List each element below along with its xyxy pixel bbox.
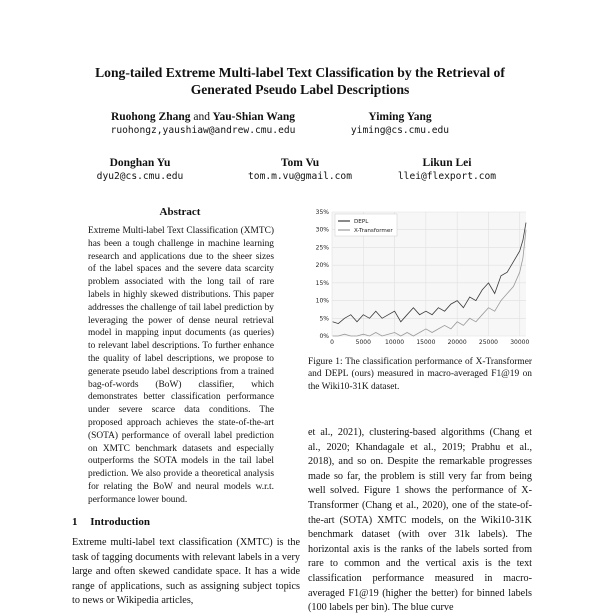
y-tick-label: 5% bbox=[319, 315, 329, 323]
author-email: llei@flexport.com bbox=[397, 171, 497, 182]
author-name: Tom Vu bbox=[280, 157, 320, 169]
author-email: dyu2@cs.cmu.edu bbox=[96, 171, 184, 182]
author-block-5 bbox=[382, 156, 512, 184]
legend-label: DEPL bbox=[354, 219, 369, 225]
x-tick-label: 10000 bbox=[385, 339, 405, 346]
y-tick-label: 10% bbox=[315, 297, 329, 305]
x-tick-label: 0 bbox=[330, 339, 334, 346]
y-tick-label: 0% bbox=[319, 333, 329, 340]
intro-text: Extreme multi-label text classification (XMTC) is the task of tagging documents with relevant labels in a very large and often skewed candidate space. It has a wide range of applications, such as assigning subject topics to news or Wikipedia articles, bbox=[72, 537, 300, 607]
y-tick-label: 35% bbox=[315, 209, 329, 216]
author-joiner: and bbox=[193, 111, 211, 123]
y-tick-label: 20% bbox=[315, 262, 329, 270]
abstract-heading: Abstract bbox=[159, 206, 201, 218]
y-tick-label: 15% bbox=[315, 279, 329, 287]
section-heading bbox=[72, 516, 150, 528]
section-title: Introduction bbox=[90, 516, 150, 528]
x-tick-label: 20000 bbox=[447, 339, 467, 346]
paper-title bbox=[40, 64, 560, 98]
right-column-text: et al., 2021), clustering-based algorithms (Chang et al., 2020; Khandagale et al., 2019; Prabhu et al., 2018), and so on. Despite the remarkable progresses made so far, the problem is still very far from being well solved. Figure 1 shows the performance of X-Transformer (Chang et al., 2020), one of the state-of-the-art (SOTA) XMTC models, on the Wiki10-31K benchmark dataset (with over 31k labels). The horizontal axis is the ranks of the labels sorted from rare to common and the vertical axis is the text classification performance measured in macro-averaged F1@19 (higher the better) for binned labels (100 labels per bin). The blue curve bbox=[308, 427, 532, 614]
y-tick-label: 25% bbox=[315, 244, 329, 252]
x-tick-label: 5000 bbox=[355, 339, 371, 346]
author-name: Donghan Yu bbox=[109, 157, 171, 169]
y-tick-label: 30% bbox=[315, 226, 329, 234]
author-block-1 bbox=[96, 110, 310, 138]
author-name: Yau-Shian Wang bbox=[212, 111, 296, 123]
author-name: Likun Lei bbox=[422, 157, 472, 169]
figure-1 bbox=[308, 204, 534, 352]
author-block-4 bbox=[235, 156, 365, 184]
author-email: tom.m.vu@gmail.com bbox=[248, 171, 352, 182]
legend-label: X-Transformer bbox=[354, 228, 393, 234]
author-name: Yiming Yang bbox=[368, 111, 432, 123]
author-block-3 bbox=[80, 156, 200, 184]
author-email: yiming@cs.cmu.edu bbox=[350, 125, 450, 136]
section-number: 1 bbox=[72, 516, 78, 528]
x-tick-label: 30000 bbox=[510, 339, 530, 346]
author-block-2 bbox=[330, 110, 470, 138]
title-line-1: Long-tailed Extreme Multi-label Text Classification by the Retrieval of bbox=[95, 65, 505, 80]
author-name: Ruohong Zhang bbox=[110, 111, 191, 123]
title-line-2: Generated Pseudo Label Descriptions bbox=[190, 82, 410, 97]
author-email: ruohongz,yaushiaw@andrew.cmu.edu bbox=[110, 125, 296, 136]
x-tick-label: 15000 bbox=[416, 339, 436, 346]
abstract-text: Extreme Multi-label Text Classification (XMTC) has been a tough challenge in machine learning research and applications due to the sheer sizes of the label spaces and the severe data scarcity problem associated with the long tail of rare labels in highly skewed distributions. This paper addresses the challenge of tail label prediction by leveraging the power of dense neural retrieval model in mapping input documents (as queries) to relevant label descriptions. To further enhance the quality of label descriptions, we propose to generate pseudo label descriptions from a trained bag-of-words (BoW) classifier, which demonstrates better classification performance under severe scarce data conditions. The proposed approach achieves the state-of-the-art (SOTA) performance of overall label prediction on XMTC benchmark datasets and especially outperforms the SOTA models in the tail label prediction. We also provide a theoretical analysis for relating the BoW and neural models w.r.t. performance lower bound. bbox=[88, 226, 274, 505]
figure-caption: Figure 1: The classification performance of X-Transformer and DEPL (ours) measured in macro-averaged F1@19 on the Wiki10-31K dataset. bbox=[308, 357, 532, 392]
performance-chart bbox=[308, 204, 534, 352]
x-tick-label: 25000 bbox=[478, 339, 498, 346]
